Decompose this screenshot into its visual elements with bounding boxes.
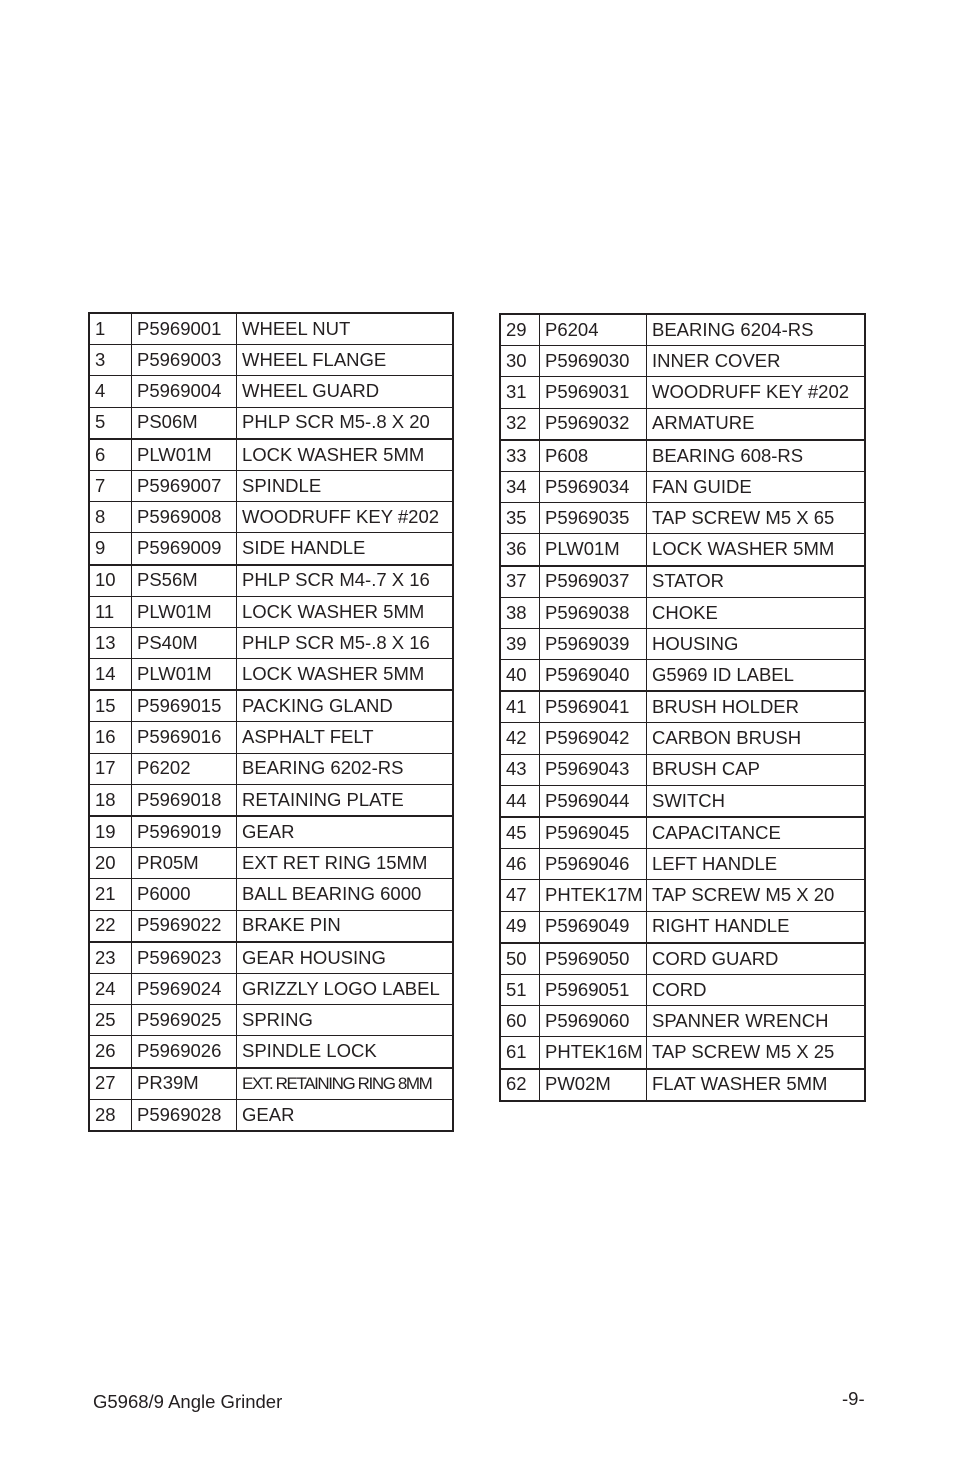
- ref-number: 38: [500, 597, 540, 628]
- ref-number: 44: [500, 785, 540, 817]
- table-row: [500, 534, 865, 566]
- table-row: [500, 503, 865, 534]
- part-number: P5969045: [540, 817, 647, 849]
- part-description: EXT. RETAINING RING 8MM: [237, 1068, 454, 1100]
- table-row: [89, 596, 453, 627]
- ref-number: 17: [89, 753, 132, 784]
- table-row: [500, 754, 865, 785]
- part-description: GRIZZLY LOGO LABEL: [237, 973, 454, 1004]
- ref-number: 9: [89, 533, 132, 565]
- part-number: P6204: [540, 314, 647, 346]
- part-description: BEARING 6202-RS: [237, 753, 454, 784]
- part-description: LOCK WASHER 5MM: [237, 439, 454, 471]
- table-row: [89, 407, 453, 439]
- part-number: P5969028: [132, 1099, 237, 1131]
- part-description: BEARING 608-RS: [647, 440, 866, 472]
- ref-number: 13: [89, 627, 132, 658]
- part-description: LOCK WASHER 5MM: [647, 534, 866, 566]
- part-number: P5969034: [540, 471, 647, 502]
- part-description: CARBON BRUSH: [647, 723, 866, 754]
- ref-number: 1: [89, 313, 132, 345]
- table-row: [89, 973, 453, 1004]
- ref-number: 47: [500, 880, 540, 911]
- table-row: [500, 691, 865, 723]
- part-number: P5969043: [540, 754, 647, 785]
- part-number: P5969044: [540, 785, 647, 817]
- part-number: PS56M: [132, 565, 237, 597]
- part-number: P5969024: [132, 973, 237, 1004]
- part-number: P5969032: [540, 408, 647, 440]
- part-description: PHLP SCR M4-.7 X 16: [237, 565, 454, 597]
- table-row: [500, 943, 865, 975]
- table-row: [89, 722, 453, 753]
- parts-table-left: [88, 312, 454, 1132]
- part-number: P5969003: [132, 345, 237, 376]
- part-number: P6000: [132, 879, 237, 910]
- table-row: [500, 911, 865, 943]
- part-number: P5969046: [540, 849, 647, 880]
- table-row: [500, 628, 865, 659]
- table-row: [89, 533, 453, 565]
- table-row: [89, 627, 453, 658]
- part-description: BALL BEARING 6000: [237, 879, 454, 910]
- ref-number: 3: [89, 345, 132, 376]
- part-description: BRUSH CAP: [647, 754, 866, 785]
- ref-number: 23: [89, 942, 132, 974]
- part-description: WHEEL NUT: [237, 313, 454, 345]
- part-description: LEFT HANDLE: [647, 849, 866, 880]
- part-number: P5969035: [540, 503, 647, 534]
- ref-number: 22: [89, 910, 132, 942]
- part-number: P5969007: [132, 470, 237, 501]
- ref-number: 42: [500, 723, 540, 754]
- table-row: [500, 346, 865, 377]
- part-number: P5969050: [540, 943, 647, 975]
- part-number: PR39M: [132, 1068, 237, 1100]
- part-number: PLW01M: [132, 439, 237, 471]
- ref-number: 24: [89, 973, 132, 1004]
- part-number: PHTEK17M: [540, 880, 647, 911]
- table-row: [500, 817, 865, 849]
- ref-number: 36: [500, 534, 540, 566]
- part-number: P5969022: [132, 910, 237, 942]
- table-row: [500, 377, 865, 408]
- table-row: [500, 1006, 865, 1037]
- part-number: P5969009: [132, 533, 237, 565]
- table-row: [500, 1037, 865, 1069]
- part-number: PR05M: [132, 848, 237, 879]
- table-row: [89, 313, 453, 345]
- table-row: [500, 785, 865, 817]
- table-row: [89, 690, 453, 722]
- ref-number: 14: [89, 659, 132, 691]
- ref-number: 15: [89, 690, 132, 722]
- part-description: WHEEL FLANGE: [237, 345, 454, 376]
- table-row: [500, 723, 865, 754]
- table-row: [500, 660, 865, 692]
- ref-number: 28: [89, 1099, 132, 1131]
- ref-number: 29: [500, 314, 540, 346]
- table-row: [500, 566, 865, 598]
- part-description: TAP SCREW M5 X 65: [647, 503, 866, 534]
- page-number: -9-: [842, 1388, 865, 1409]
- part-number: P5969039: [540, 628, 647, 659]
- part-description: CORD GUARD: [647, 943, 866, 975]
- table-row: [500, 314, 865, 346]
- part-number: P6202: [132, 753, 237, 784]
- ref-number: 43: [500, 754, 540, 785]
- ref-number: 10: [89, 565, 132, 597]
- table-row: [89, 659, 453, 691]
- table-row: [500, 974, 865, 1005]
- part-description: SWITCH: [647, 785, 866, 817]
- part-number: P5969019: [132, 816, 237, 848]
- part-description: SPINDLE LOCK: [237, 1036, 454, 1068]
- table-row: [89, 439, 453, 471]
- table-row: [89, 1068, 453, 1100]
- table-row: [500, 880, 865, 911]
- ref-number: 27: [89, 1068, 132, 1100]
- ref-number: 49: [500, 911, 540, 943]
- ref-number: 46: [500, 849, 540, 880]
- part-number: P5969023: [132, 942, 237, 974]
- table-row: [89, 942, 453, 974]
- part-description: TAP SCREW M5 X 20: [647, 880, 866, 911]
- part-number: P5969060: [540, 1006, 647, 1037]
- part-number: PLW01M: [132, 659, 237, 691]
- part-description: PHLP SCR M5-.8 X 20: [237, 407, 454, 439]
- table-row: [89, 753, 453, 784]
- ref-number: 50: [500, 943, 540, 975]
- ref-number: 40: [500, 660, 540, 692]
- table-row: [89, 565, 453, 597]
- part-number: PS40M: [132, 627, 237, 658]
- part-description: STATOR: [647, 566, 866, 598]
- part-number: PLW01M: [540, 534, 647, 566]
- part-number: P5969038: [540, 597, 647, 628]
- part-number: P5969016: [132, 722, 237, 753]
- part-description: FLAT WASHER 5MM: [647, 1069, 866, 1101]
- part-description: SPINDLE: [237, 470, 454, 501]
- part-number: P5969037: [540, 566, 647, 598]
- table-row: [89, 816, 453, 848]
- ref-number: 16: [89, 722, 132, 753]
- table-row: [89, 910, 453, 942]
- part-description: GEAR: [237, 1099, 454, 1131]
- ref-number: 11: [89, 596, 132, 627]
- part-description: CORD: [647, 974, 866, 1005]
- ref-number: 25: [89, 1005, 132, 1036]
- part-number: P5969040: [540, 660, 647, 692]
- ref-number: 34: [500, 471, 540, 502]
- table-row: [89, 376, 453, 407]
- part-number: P5969030: [540, 346, 647, 377]
- ref-number: 4: [89, 376, 132, 407]
- part-number: PW02M: [540, 1069, 647, 1101]
- part-description: PACKING GLAND: [237, 690, 454, 722]
- part-description: CAPACITANCE: [647, 817, 866, 849]
- ref-number: 62: [500, 1069, 540, 1101]
- part-description: RIGHT HANDLE: [647, 911, 866, 943]
- part-number: P5969025: [132, 1005, 237, 1036]
- ref-number: 26: [89, 1036, 132, 1068]
- ref-number: 35: [500, 503, 540, 534]
- part-number: PS06M: [132, 407, 237, 439]
- footer-title: G5968/9 Angle Grinder: [93, 1391, 283, 1412]
- table-row: [89, 784, 453, 816]
- ref-number: 41: [500, 691, 540, 723]
- ref-number: 18: [89, 784, 132, 816]
- ref-number: 37: [500, 566, 540, 598]
- part-description: SPANNER WRENCH: [647, 1006, 866, 1037]
- part-number: P5969018: [132, 784, 237, 816]
- part-description: SPRING: [237, 1005, 454, 1036]
- ref-number: 20: [89, 848, 132, 879]
- part-number: PLW01M: [132, 596, 237, 627]
- part-description: TAP SCREW M5 X 25: [647, 1037, 866, 1069]
- table-row: [89, 470, 453, 501]
- table-row: [89, 502, 453, 533]
- table-row: [500, 597, 865, 628]
- table-row: [89, 345, 453, 376]
- ref-number: 31: [500, 377, 540, 408]
- ref-number: 61: [500, 1037, 540, 1069]
- part-description: WHEEL GUARD: [237, 376, 454, 407]
- table-row: [89, 879, 453, 910]
- part-description: BRAKE PIN: [237, 910, 454, 942]
- part-description: RETAINING PLATE: [237, 784, 454, 816]
- part-description: HOUSING: [647, 628, 866, 659]
- ref-number: 51: [500, 974, 540, 1005]
- part-number: P5969042: [540, 723, 647, 754]
- table-row: [89, 848, 453, 879]
- ref-number: 5: [89, 407, 132, 439]
- part-description: BEARING 6204-RS: [647, 314, 866, 346]
- part-description: ASPHALT FELT: [237, 722, 454, 753]
- table-row: [500, 440, 865, 472]
- part-description: FAN GUIDE: [647, 471, 866, 502]
- part-number: P5969026: [132, 1036, 237, 1068]
- part-number: P5969004: [132, 376, 237, 407]
- table-row: [500, 408, 865, 440]
- part-description: ARMATURE: [647, 408, 866, 440]
- table-row: [500, 849, 865, 880]
- ref-number: 45: [500, 817, 540, 849]
- ref-number: 60: [500, 1006, 540, 1037]
- ref-number: 39: [500, 628, 540, 659]
- ref-number: 21: [89, 879, 132, 910]
- part-description: GEAR HOUSING: [237, 942, 454, 974]
- part-number: P5969001: [132, 313, 237, 345]
- parts-table-right: [499, 313, 866, 1102]
- table-row: [500, 471, 865, 502]
- part-number: PHTEK16M: [540, 1037, 647, 1069]
- table-row: [89, 1036, 453, 1068]
- ref-number: 19: [89, 816, 132, 848]
- part-number: P5969051: [540, 974, 647, 1005]
- part-description: GEAR: [237, 816, 454, 848]
- part-description: PHLP SCR M5-.8 X 16: [237, 627, 454, 658]
- part-number: P5969049: [540, 911, 647, 943]
- part-number: P608: [540, 440, 647, 472]
- ref-number: 7: [89, 470, 132, 501]
- table-row: [89, 1099, 453, 1131]
- part-description: INNER COVER: [647, 346, 866, 377]
- part-number: P5969031: [540, 377, 647, 408]
- part-number: P5969015: [132, 690, 237, 722]
- ref-number: 30: [500, 346, 540, 377]
- part-description: G5969 ID LABEL: [647, 660, 866, 692]
- ref-number: 33: [500, 440, 540, 472]
- part-description: CHOKE: [647, 597, 866, 628]
- table-row: [89, 1005, 453, 1036]
- table-row: [500, 1069, 865, 1101]
- ref-number: 32: [500, 408, 540, 440]
- part-description: WOODRUFF KEY #202: [237, 502, 454, 533]
- part-description: LOCK WASHER 5MM: [237, 596, 454, 627]
- ref-number: 8: [89, 502, 132, 533]
- part-number: P5969008: [132, 502, 237, 533]
- part-description: BRUSH HOLDER: [647, 691, 866, 723]
- part-description: LOCK WASHER 5MM: [237, 659, 454, 691]
- ref-number: 6: [89, 439, 132, 471]
- part-description: EXT RET RING 15MM: [237, 848, 454, 879]
- part-description: SIDE HANDLE: [237, 533, 454, 565]
- part-number: P5969041: [540, 691, 647, 723]
- part-description: WOODRUFF KEY #202: [647, 377, 866, 408]
